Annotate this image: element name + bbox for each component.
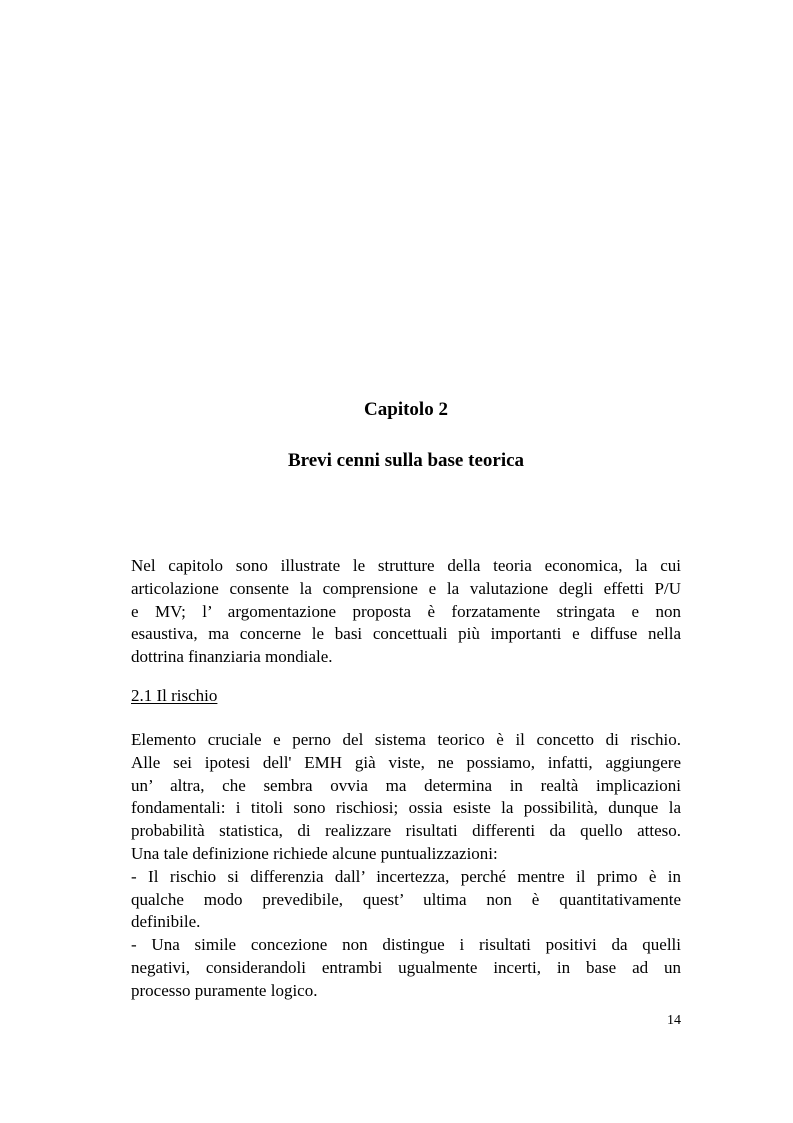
text-line: probabilità statistica, di realizzare risultati differenti da quello atteso. bbox=[131, 821, 681, 841]
intro-paragraph bbox=[131, 555, 681, 669]
text-line: dottrina finanziaria mondiale. bbox=[131, 647, 333, 667]
page-number: 14 bbox=[667, 1013, 681, 1028]
text-line: - Il rischio si differenzia dall’ incertezza, perché mentre il primo è in bbox=[131, 866, 681, 886]
text-line: - Una simile concezione non distingue i risultati positivi da quelli bbox=[131, 935, 681, 955]
text-line: Alle sei ipotesi dell' EMH già viste, ne possiamo, infatti, aggiungere bbox=[131, 752, 681, 772]
text-line: Nel capitolo sono illustrate le strutture della teoria economica, la cui bbox=[131, 556, 681, 575]
chapter-title: Capitolo 2 bbox=[364, 399, 448, 420]
text-line: qualche modo prevedibile, quest’ ultima non è quantitativamente bbox=[131, 889, 681, 909]
text-line: Una tale definizione richiede alcune puntualizzazioni: bbox=[131, 843, 498, 863]
text-line: esaustiva, ma concerne le basi concettuali più importanti e diffuse nella bbox=[131, 624, 681, 644]
text-line: processo puramente logico. bbox=[131, 980, 318, 1000]
text-line: Elemento cruciale e perno del sistema teorico è il concetto di rischio. bbox=[131, 730, 681, 749]
text-line: fondamentali: i titoli sono rischiosi; ossia esiste la possibilità, dunque la bbox=[131, 798, 681, 818]
chapter-subtitle: Brevi cenni sulla base teorica bbox=[287, 450, 525, 471]
text-line: articolazione consente la comprensione e la valutazione degli effetti P/U bbox=[131, 578, 681, 598]
section-heading: 2.1 Il rischio bbox=[131, 686, 218, 705]
text-line: definibile. bbox=[131, 912, 201, 932]
section-paragraph bbox=[131, 729, 681, 1003]
text-line: e MV; l’ argomentazione proposta è forzatamente stringata e non bbox=[131, 601, 681, 621]
text-line: negativi, considerandoli entrambi ugualmente incerti, in base ad un bbox=[131, 957, 681, 977]
text-line: un’ altra, che sembra ovvia ma determina in realtà implicazioni bbox=[131, 775, 681, 795]
